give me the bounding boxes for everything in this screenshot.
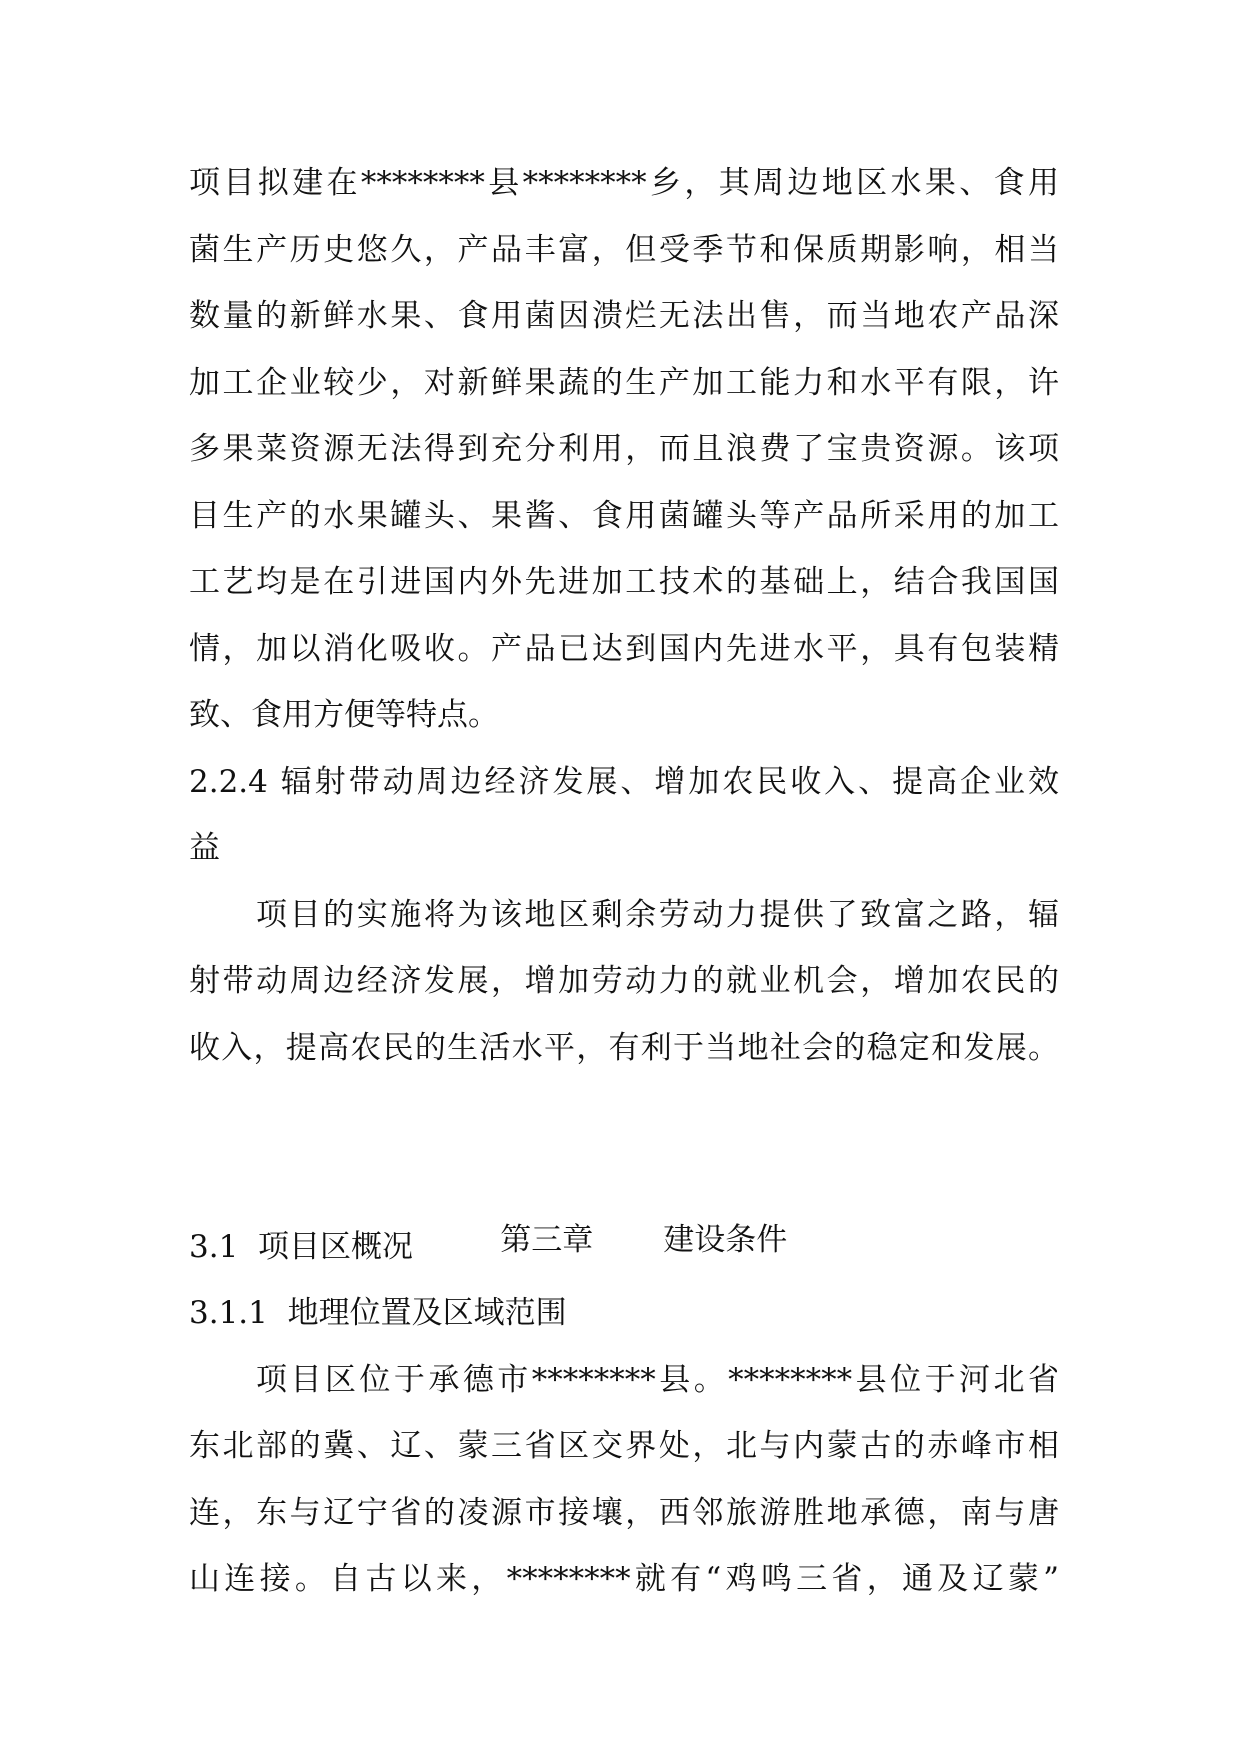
paragraph-3-line-3: 连，东与辽宁省的凌源市接壤，西邻旅游胜地承德，南与唐 bbox=[189, 1495, 1059, 1531]
paragraph-2-line-1: 项目的实施将为该地区剩余劳动力提供了致富之路，辐 bbox=[256, 897, 1059, 933]
section-heading-3-1-1: 3.1.1 地理位置及区域范围 bbox=[189, 1295, 567, 1331]
paragraph-3-line-2: 东北部的冀、辽、蒙三省区交界处，北与内蒙古的赤峰市相 bbox=[189, 1428, 1059, 1464]
paragraph-2-line-3: 收入，提高农民的生活水平，有利于当地社会的稳定和发展。 bbox=[189, 1030, 1059, 1066]
paragraph-3-line-1: 项目区位于承德市********县。********县位于河北省 bbox=[256, 1362, 1059, 1398]
paragraph-1-line-7: 工艺均是在引进国内外先进加工技术的基础上，结合我国国 bbox=[189, 564, 1059, 600]
section-heading-2-2-4-line-2: 益 bbox=[189, 830, 220, 866]
section-heading-3-1: 3.1 项目区概况 bbox=[189, 1229, 414, 1265]
paragraph-1-line-6: 目生产的水果罐头、果酱、食用菌罐头等产品所采用的加工 bbox=[189, 498, 1059, 534]
section-heading-2-2-4-line-1: 2.2.4 辐射带动周边经济发展、增加农民收入、提高企业效 bbox=[189, 764, 1059, 800]
paragraph-1-line-4: 加工企业较少，对新鲜果蔬的生产加工能力和水平有限，许 bbox=[189, 365, 1059, 401]
paragraph-1-line-2: 菌生产历史悠久，产品丰富，但受季节和保质期影响，相当 bbox=[189, 232, 1059, 268]
paragraph-1-line-3: 数量的新鲜水果、食用菌因溃烂无法出售，而当地农产品深 bbox=[189, 298, 1059, 334]
paragraph-2-line-2: 射带动周边经济发展，增加劳动力的就业机会，增加农民的 bbox=[189, 963, 1059, 999]
paragraph-3-line-4: 山连接。自古以来，********就有“鸡鸣三省，通及辽蒙” bbox=[189, 1561, 1059, 1597]
paragraph-1-line-5: 多果菜资源无法得到充分利用，而且浪费了宝贵资源。该项 bbox=[189, 431, 1059, 467]
paragraph-1-line-8: 情，加以消化吸收。产品已达到国内先进水平，具有包装精 bbox=[189, 631, 1059, 667]
paragraph-1-line-9: 致、食用方便等特点。 bbox=[189, 697, 499, 733]
chapter-title: 建设条件 bbox=[663, 1222, 788, 1258]
chapter-number: 第三章 bbox=[500, 1222, 594, 1258]
paragraph-1-line-1: 项目拟建在********县********乡，其周边地区水果、食用 bbox=[189, 165, 1059, 201]
